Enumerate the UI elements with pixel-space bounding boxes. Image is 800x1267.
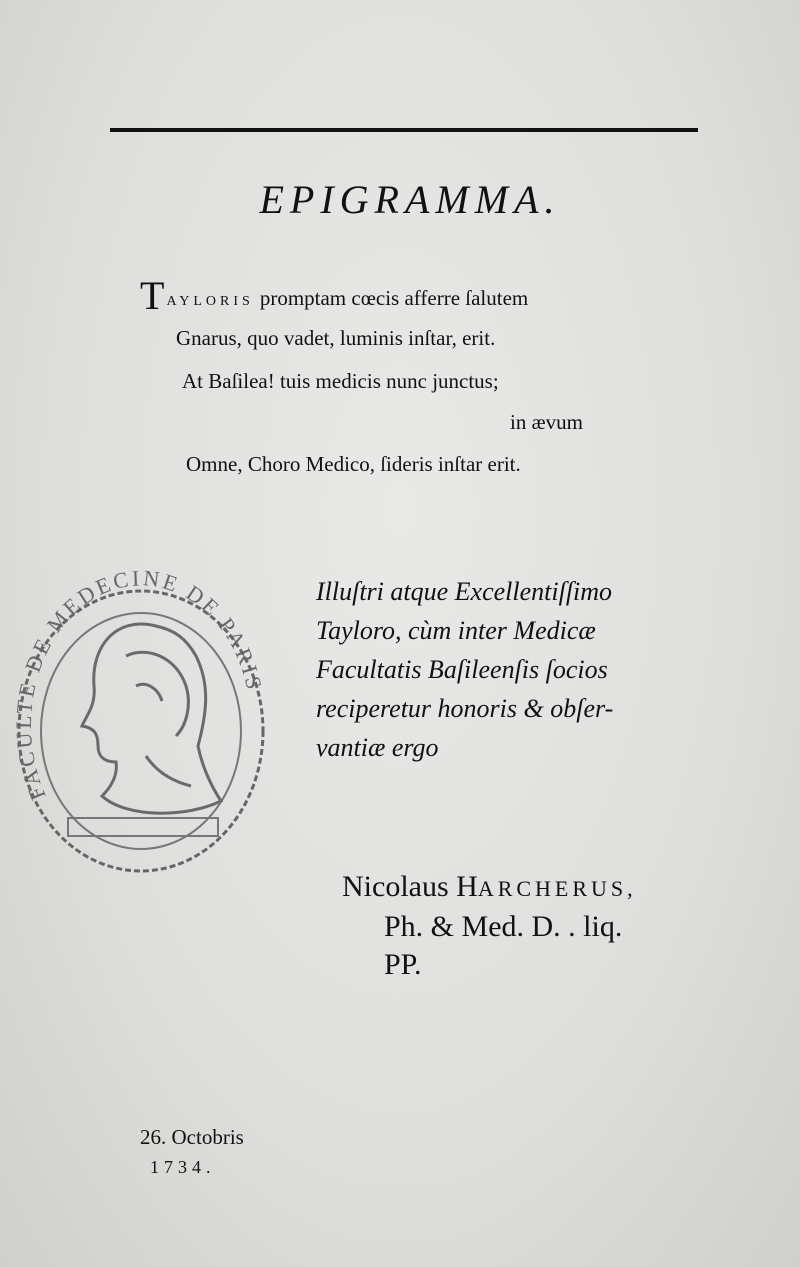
- dedication-line-3: Facultatis Baſileenſis ſocios: [316, 655, 608, 684]
- smallcaps-word: AYLORIS: [166, 294, 254, 309]
- epigram-line-5: Omne, Choro Medico, ſideris inſtar erit.: [186, 452, 521, 476]
- page-title: EPIGRAMMA.: [259, 177, 561, 222]
- dedication-line-5: vantiæ ergo: [316, 733, 439, 762]
- stamp-seal-icon: [6, 556, 276, 876]
- author-first-name: Nicolaus: [342, 870, 449, 903]
- library-stamp: [6, 556, 276, 876]
- dedication-line-1: Illuſtri atque Excellentiſſimo: [316, 577, 613, 606]
- epigram-line-1: [140, 272, 528, 319]
- date-day-month: 26. Octobris: [140, 1125, 244, 1149]
- drop-initial: T: [140, 273, 165, 318]
- author-last-initial: H: [456, 870, 478, 903]
- author-degree: Ph. & Med. D. . liq.: [384, 910, 623, 943]
- dedication: [316, 572, 746, 767]
- dedication-line-2: Tayloro, cùm inter Medicæ: [316, 616, 596, 645]
- author-title: PP.: [384, 948, 422, 981]
- signature: [342, 868, 762, 984]
- author-name: [342, 868, 762, 908]
- epigram: [0, 0, 800, 520]
- author-last-name: ARCHERUS,: [477, 876, 637, 901]
- epigram-line-3: At Baſilea! tuis medicis nunc junctus;: [182, 369, 499, 393]
- stamp-text: FACULTE DE MEDECINE DE PARIS: [10, 565, 268, 804]
- date-year: 1734.: [150, 1157, 216, 1177]
- epigram-line-1-text: promptam cœcis afferre ſalutem: [259, 286, 529, 310]
- date-block: [140, 1122, 244, 1182]
- epigram-line-2: Gnarus, quo vadet, luminis inſtar, erit.: [176, 326, 496, 350]
- epigram-line-4: in ævum: [510, 410, 583, 434]
- dedication-line-4: reciperetur honoris & obſer-: [316, 694, 614, 723]
